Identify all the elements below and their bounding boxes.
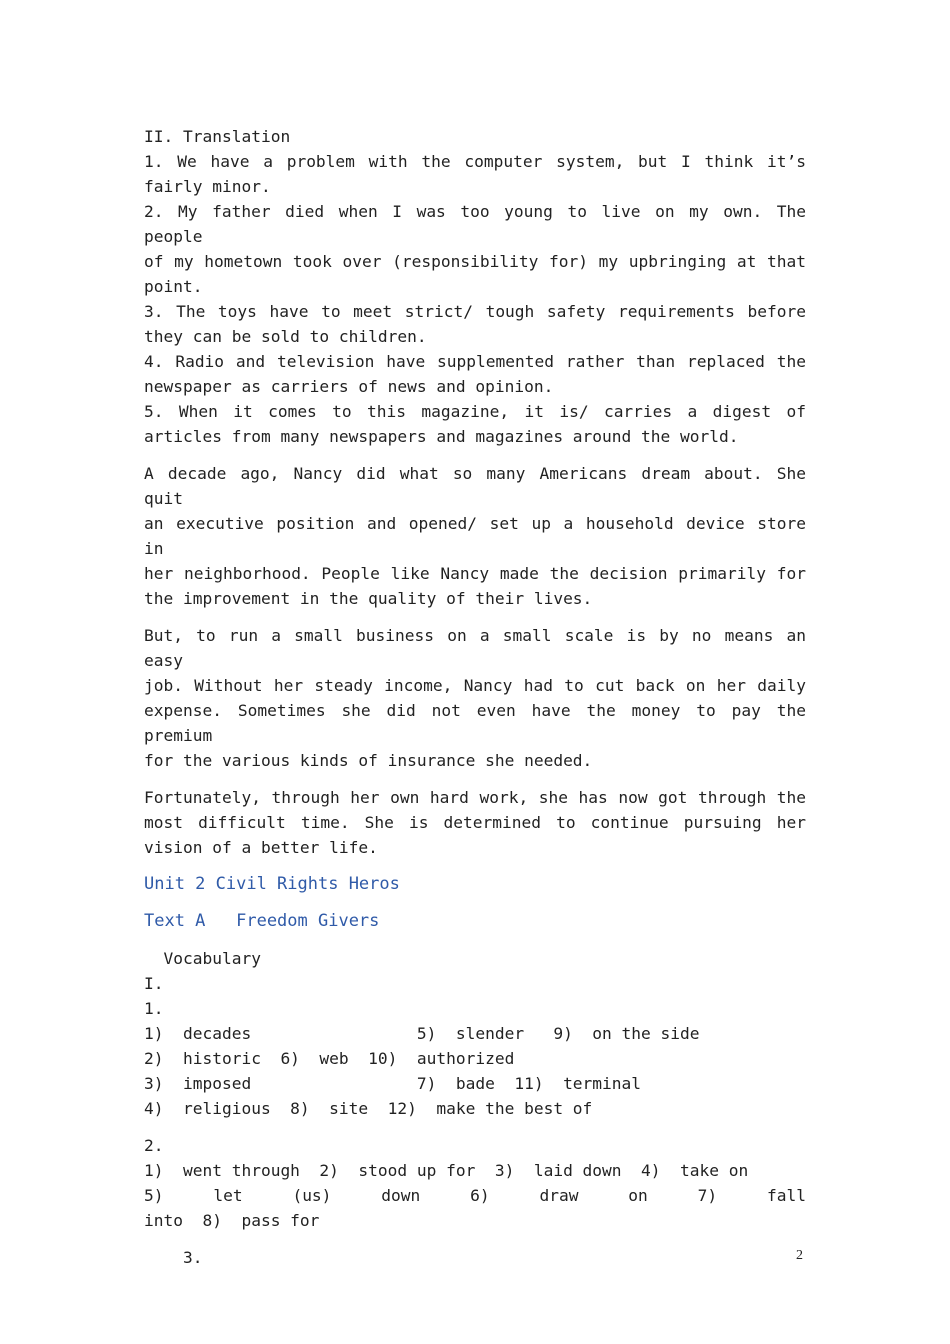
paragraph xyxy=(144,461,806,611)
paragraph-line: But, to run a small business on a small scale is by no means an easy xyxy=(144,626,806,670)
paragraph-line: her neighborhood. People like Nancy made the decision primarily for xyxy=(144,564,806,583)
answer-line: 4) religious 8) site 12) make the best of xyxy=(144,1099,593,1118)
paragraph-line: A decade ago, Nancy did what so many Americans dream about. She quit xyxy=(144,464,806,508)
answer-line: 1) went through 2) stood up for 3) laid down 4) take on xyxy=(144,1161,749,1180)
translation-line: 1. We have a problem with the computer system, but I think it’s xyxy=(144,152,806,171)
translation-line: fairly minor. xyxy=(144,177,271,196)
translation-line: of my hometown took over (responsibility for) my upbringing at that xyxy=(144,252,806,271)
translation-line: articles from many newspapers and magazines around the world. xyxy=(144,427,739,446)
part-label: 2. xyxy=(144,1136,164,1155)
paragraph-line: the improvement in the quality of their lives. xyxy=(144,589,593,608)
page-number: 2 xyxy=(796,1248,803,1263)
paragraph xyxy=(144,623,806,773)
paragraph-line: expense. Sometimes she did not even have the money to pay the premium xyxy=(144,701,806,745)
vocabulary-section xyxy=(144,946,806,1121)
translation-line: 2. My father died when I was too young to live on my own. The people xyxy=(144,202,806,246)
document-page xyxy=(144,124,806,1270)
paragraph-line: most difficult time. She is determined to continue pursuing her xyxy=(144,813,806,832)
unit-heading: Unit 2 Civil Rights Heros xyxy=(144,874,400,894)
part-label: 3. xyxy=(144,1248,203,1267)
paragraph-line: job. Without her steady income, Nancy had to cut back on her daily xyxy=(144,676,806,695)
paragraph-line: for the various kinds of insurance she needed. xyxy=(144,751,593,770)
answer-line: 1) decades 5) slender 9) on the side xyxy=(144,1024,700,1043)
vocabulary-title: Vocabulary xyxy=(144,949,261,968)
translation-line: 4. Radio and television have supplemented rather than replaced the xyxy=(144,352,806,371)
paragraph-line: an executive position and opened/ set up a household device store in xyxy=(144,514,806,558)
translation-line: they can be sold to children. xyxy=(144,327,427,346)
paragraph-line: Fortunately, through her own hard work, she has now got through the xyxy=(144,788,806,807)
text-heading: Text A Freedom Givers xyxy=(144,911,380,931)
translation-line: 3. The toys have to meet strict/ tough safety requirements before xyxy=(144,302,806,321)
answer-line: 3) imposed 7) bade 11) terminal xyxy=(144,1074,642,1093)
vocabulary-part-2 xyxy=(144,1133,806,1233)
part-label: 1. xyxy=(144,999,164,1018)
translation-line: 5. When it comes to this magazine, it is/ carries a digest of xyxy=(144,402,806,421)
answer-line: into 8) pass for xyxy=(144,1211,320,1230)
translation-title: II. Translation xyxy=(144,127,291,146)
answer-line: 5) let (us) down 6) draw on 7) fall xyxy=(144,1186,806,1205)
vocabulary-section-label: I. xyxy=(144,974,164,993)
vocabulary-part-3 xyxy=(144,1245,806,1270)
paragraph-line: vision of a better life. xyxy=(144,838,378,857)
answer-line: 2) historic 6) web 10) authorized xyxy=(144,1049,515,1068)
translation-line: newspaper as carriers of news and opinion. xyxy=(144,377,554,396)
paragraph xyxy=(144,785,806,860)
translation-line: point. xyxy=(144,277,203,296)
